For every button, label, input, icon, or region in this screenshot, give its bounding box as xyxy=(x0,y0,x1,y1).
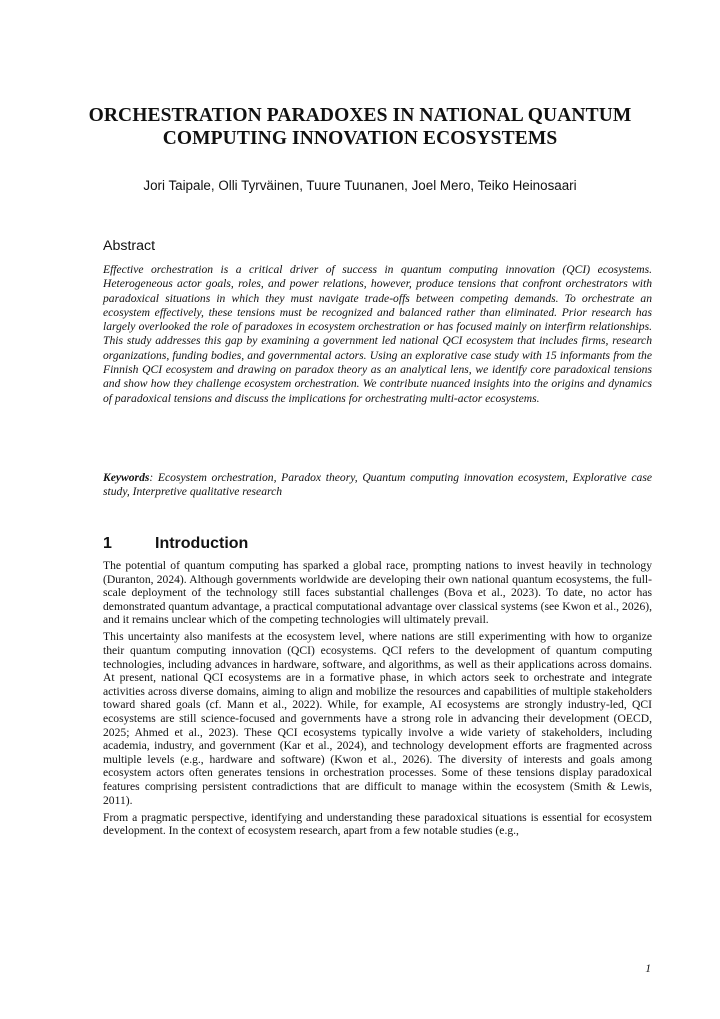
section-title: Introduction xyxy=(155,535,249,552)
paper-title: ORCHESTRATION PARADOXES IN NATIONAL QUANTUM COMPUTING INNOVATION ECOSYSTEMS xyxy=(88,105,632,149)
keywords-text: : Ecosystem orchestration, Paradox theory, Quantum computing innovation ecosystem, Explorative case study, Interpretive qualitative research xyxy=(103,471,652,499)
section-number: 1 xyxy=(103,535,112,552)
page-number: 1 xyxy=(645,962,651,975)
author-list: Jori Taipale, Olli Tyrväinen, Tuure Tuunanen, Joel Mero, Teiko Heinosaari xyxy=(143,178,577,193)
abstract-heading: Abstract xyxy=(103,238,156,254)
paragraph: From a pragmatic perspective, identifying and understanding these paradoxical situations is essential for ecosystem development. In the context of ecosystem research, apart from a few notable studies (e.g., xyxy=(103,810,652,838)
keywords xyxy=(103,471,652,500)
section-body xyxy=(103,559,652,841)
section-heading xyxy=(103,534,248,553)
paragraph: This uncertainty also manifests at the ecosystem level, where nations are still experimenting with how to organize their quantum computing innovation (QCI) ecosystems. QCI refers to the development of quantum computing technologies, including advances in hardware, software, and algorithms, as well as their applications across domains. At present, national QCI ecosystems are in a formative phase, in which actors seek to orchestrate and integrate activities across diverse domains, aiming to align and mobilize the resources and capabilities of multiple stakeholders toward shared goals (cf. Mann et al., 2022). While, for example, AI ecosystems are strongly industry-led, QCI ecosystems are still science-focused and governments have a strong role in advancing their development (OECD, 2025; Ahmed et al., 2023). These QCI ecosystems typically involve a wide variety of stakeholders, including academia, industry, and government (Kar et al., 2024), and technology development efforts are fragmented across multiple levels (e.g., hardware and software) (Kwon et al., 2026). The diversity of interests and goals among ecosystem actors often generates tensions in orchestration processes. Some of these tensions display paradoxical features comprising persistent contradictions that are difficult to manage within the ecosystem (Smith & Lewis, 2011). xyxy=(103,630,652,807)
abstract-text: Effective orchestration is a critical driver of success in quantum computing innovation (QCI) ecosystems. Heterogeneous actor goals, roles, and power relations, however, produce tensions that confront orchestrators with paradoxical situations in which they must navigate trade-offs between competing demands. To orchestrate an ecosystem effectively, these tensions must be recognized and balanced rather than eliminated. Prior research has largely overlooked the role of paradoxes in ecosystem orchestration or has focused mainly on interfirm relationships. This study addresses this gap by examining a government led national QCI ecosystem that includes firms, research organizations, funding bodies, and governmental actors. Using an explorative case study with 15 informants from the Finnish QCI ecosystem and drawing on paradox theory as an analytical lens, we identify core paradoxical tensions and show how they challenge ecosystem orchestration. We contribute nuanced insights into the origins and dynamics of paradoxical tensions and discuss the implications for orchestrating multi-actor ecosystems. xyxy=(103,263,652,405)
keywords-label: Keywords xyxy=(103,471,150,484)
paragraph: The potential of quantum computing has sparked a global race, prompting nations to invest heavily in technology (Duranton, 2024). Although governments worldwide are developing their own national quantum ecosystems, the full-scale deployment of the technology still faces substantial challenges (Bova et al., 2023). To date, no actor has demonstrated quantum advantage, a practical computational advantage over classical systems (see Kwon et al., 2026), and it remains unclear which of the competing technologies will ultimately prevail. xyxy=(103,559,652,627)
